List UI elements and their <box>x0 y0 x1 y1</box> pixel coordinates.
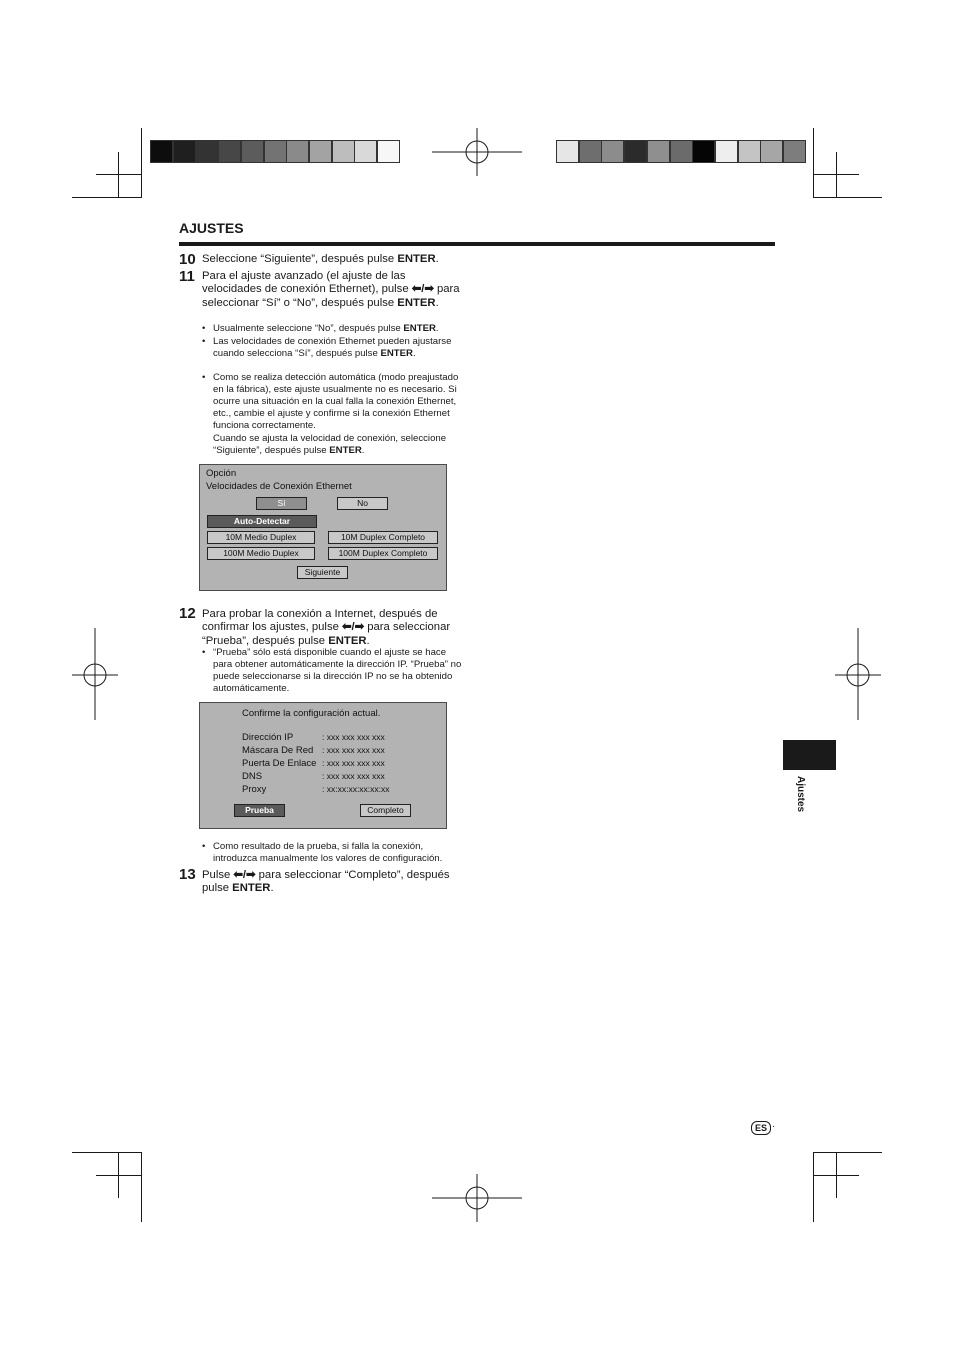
step-11-note: Cuando se ajusta la velocidad de conexión, seleccione “Siguiente”, después pulse ENTER. <box>213 433 447 456</box>
test-button[interactable]: Prueba <box>234 804 285 817</box>
done-button[interactable]: Completo <box>360 804 411 817</box>
10m-half-duplex-button[interactable]: 10M Medio Duplex <box>207 531 315 544</box>
setting-label: DNS <box>242 771 263 782</box>
bullet-item: • “Prueba” sólo está disponible cuando el ajuste se hace para obtener automáticamente la dirección IP. “Prueba” no puede seleccionarse si la dirección IP no se ha obtenido automáticamente. <box>202 647 466 695</box>
color-swatch <box>760 140 783 163</box>
setting-label: Dirección IP <box>242 732 294 743</box>
step-10-text: Seleccione “Siguiente”, después pulse ENTER. <box>202 253 439 265</box>
color-swatch <box>783 140 806 163</box>
bullet-item: • Como se realiza detección automática (modo preajustado en la fábrica), este ajuste usualmente no es necesario. Si ocurre una situación en la cual falla la conexión Ethernet, etc., cambie el ajuste y confirme si la conexión Ethernet funciona correctamente. <box>202 372 466 432</box>
bullet-item: • Usualmente seleccione “No”, después pulse ENTER. <box>202 323 466 335</box>
section-tab-label: Ajustes <box>795 776 806 813</box>
color-swatch <box>715 140 738 163</box>
bullet-item: • Como resultado de la prueba, si falla la conexión, introduzca manualmente los valores de configuración. <box>202 841 466 865</box>
10m-full-duplex-button[interactable]: 10M Duplex Completo <box>328 531 438 544</box>
auto-detect-button[interactable]: Auto-Detectar <box>207 515 317 528</box>
step-number: 10 <box>179 251 196 268</box>
color-swatch <box>647 140 670 163</box>
confirm-settings-screen <box>199 702 447 829</box>
step-number: 13 <box>179 866 196 883</box>
color-swatch <box>309 140 332 163</box>
language-badge: ES <box>751 1121 771 1135</box>
setting-label: Proxy <box>242 784 267 795</box>
setting-value: : xxx xxx xxx xxx <box>322 745 385 755</box>
step-11-text: Para el ajuste avanzado (el ajuste de las velocidades de conexión Ethernet), pulse ⬅/➡ para seleccionar “Sí” o “No”, después pulse ENTER. <box>202 270 460 309</box>
color-swatch <box>579 140 602 163</box>
color-swatch <box>150 140 173 163</box>
color-swatch <box>173 140 196 163</box>
step-12-text: Para probar la conexión a Internet, después de confirmar los ajustes, pulse ⬅/➡ para seleccionar “Prueba”, después pulse ENTER. <box>202 608 451 647</box>
color-swatch <box>264 140 287 163</box>
setting-value: : xxx xxx xxx xxx <box>322 758 385 768</box>
next-button[interactable]: Siguiente <box>297 566 348 579</box>
step-number: 12 <box>179 605 196 622</box>
yes-button[interactable]: Sí <box>256 497 307 510</box>
color-swatch <box>624 140 647 163</box>
ethernet-speed-screen <box>199 464 447 591</box>
100m-half-duplex-button[interactable]: 100M Medio Duplex <box>207 547 315 560</box>
step-13-text: Pulse ⬅/➡ para seleccionar “Completo”, después pulse ENTER. <box>202 869 450 895</box>
section-heading: AJUSTES <box>179 220 244 236</box>
bullet-item: • Las velocidades de conexión Ethernet pueden ajustarse cuando selecciona “Sí”, después pulse ENTER. <box>202 336 466 360</box>
screen-subtitle: Velocidades de Conexión Ethernet <box>206 481 352 492</box>
color-swatch <box>195 140 218 163</box>
page-number-dot: · <box>772 1121 776 1132</box>
color-swatch <box>241 140 264 163</box>
color-swatch <box>354 140 377 163</box>
color-swatch <box>332 140 355 163</box>
step-number: 11 <box>179 268 195 285</box>
color-swatch <box>218 140 241 163</box>
color-swatch <box>670 140 693 163</box>
100m-full-duplex-button[interactable]: 100M Duplex Completo <box>328 547 438 560</box>
setting-label: Máscara De Red <box>242 745 314 756</box>
color-swatch <box>286 140 309 163</box>
setting-value: : xxx xxx xxx xxx <box>322 771 385 781</box>
no-button[interactable]: No <box>337 497 388 510</box>
heading-rule <box>179 242 775 246</box>
color-swatch <box>738 140 761 163</box>
setting-value: : xxx xxx xxx xxx <box>322 732 385 742</box>
screen-title: Confirme la configuración actual. <box>242 708 381 719</box>
setting-value: : xx:xx:xx:xx:xx:xx <box>322 784 390 794</box>
setting-label: Puerta De Enlace <box>242 758 317 769</box>
color-swatch <box>377 140 400 163</box>
color-swatch <box>692 140 715 163</box>
section-tab <box>783 740 836 770</box>
screen-title: Opción <box>206 468 237 479</box>
color-swatch <box>601 140 624 163</box>
color-swatch <box>556 140 579 163</box>
